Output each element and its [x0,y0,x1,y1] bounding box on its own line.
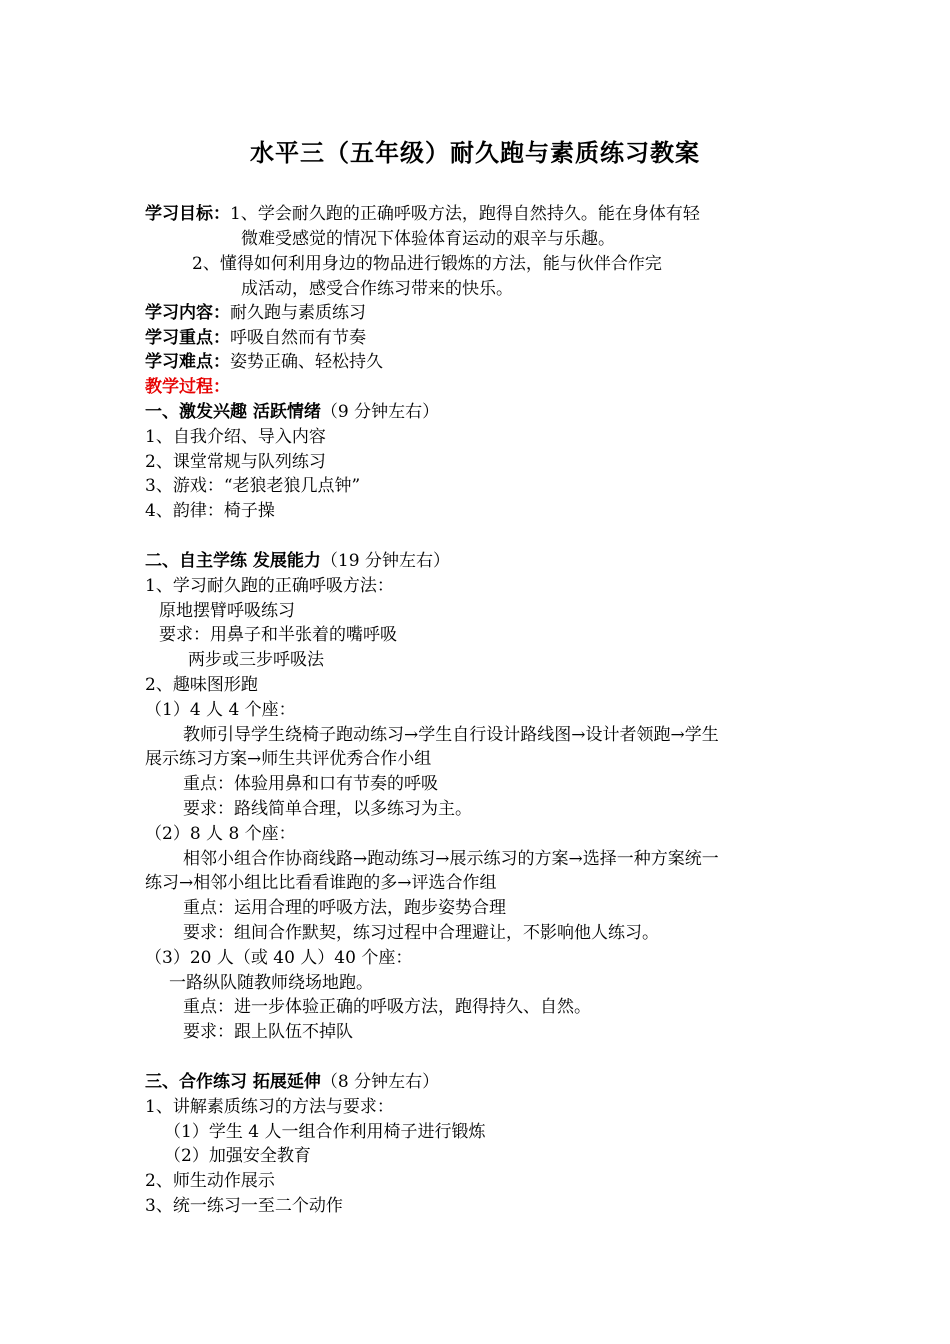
section2-heading-row [145,549,450,573]
key-point-value: 呼吸自然而有节奏 [230,328,366,348]
difficulty-value: 姿势正确、轻松持久 [230,352,383,372]
key-point-label: 学习重点： [145,328,230,348]
list-item: 一路纵队随教师绕场地跑。 [169,973,373,993]
list-item: 1、自我介绍、导入内容 [145,427,326,447]
list-item: 练习→相邻小组比比看看谁跑的多→评选合作组 [145,873,497,893]
list-item: （3）20 人（或 40 人）40 个座： [145,948,413,968]
list-item: 2、师生动作展示 [145,1171,275,1191]
difficulty-row [145,350,383,374]
section2-heading: 二、自主学练 发展能力 [145,551,321,571]
section1-heading-row [145,400,439,424]
key-point-row [145,326,366,350]
section3-time: （8 分钟左右） [320,1072,440,1092]
objective-2: 2、懂得如何利用身边的物品进行锻炼的方法，能与伙伴合作完 [192,254,662,274]
list-item: 重点：运用合理的呼吸方法，跑步姿势合理 [183,898,506,918]
list-item: 1、讲解素质练习的方法与要求： [145,1097,394,1117]
section3-heading-row [145,1070,439,1094]
process-label: 教学过程： [145,377,230,397]
list-item: （1）4 人 4 个座： [145,700,296,720]
objectives-label: 学习目标： [145,204,230,224]
objectives-row [145,202,700,226]
section2-time: （19 分钟左右） [320,551,450,571]
section3-heading: 三、合作练习 拓展延伸 [145,1072,321,1092]
objective-2-cont: 成活动，感受合作练习带来的快乐。 [241,279,513,299]
list-item: 重点：进一步体验正确的呼吸方法，跑得持久、自然。 [183,997,591,1017]
list-item: 4、韵律：椅子操 [145,501,275,521]
list-item: 相邻小组合作协商线路→跑动练习→展示练习的方案→选择一种方案统一 [183,849,719,869]
list-item: 2、趣味图形跑 [145,675,258,695]
list-item: （2）加强安全教育 [164,1146,311,1166]
difficulty-label: 学习难点： [145,352,230,372]
list-item: 1、学习耐久跑的正确呼吸方法： [145,576,394,596]
list-item: 要求：跟上队伍不掉队 [183,1022,353,1042]
page-title: 水平三（五年级）耐久跑与素质练习教案 [250,139,700,167]
objective-1: 1、学会耐久跑的正确呼吸方法，跑得自然持久。能在身体有轻 [230,204,700,224]
list-item: 重点：体验用鼻和口有节奏的呼吸 [183,774,438,794]
list-item: 要求：组间合作默契，练习过程中合理避让，不影响他人练习。 [183,923,659,943]
list-item: 2、课堂常规与队列练习 [145,452,326,472]
list-item: 教师引导学生绕椅子跑动练习→学生自行设计路线图→设计者领跑→学生 [183,725,719,745]
content-value: 耐久跑与素质练习 [230,303,366,323]
section1-time: （9 分钟左右） [320,402,440,422]
content-row [145,301,366,325]
list-item: （2）8 人 8 个座： [145,824,296,844]
list-item: 3、游戏：“老狼老狼几点钟” [145,476,361,496]
list-item: （1）学生 4 人一组合作利用椅子进行锻炼 [164,1122,486,1142]
list-item: 要求：路线简单合理，以多练习为主。 [183,799,472,819]
section1-heading: 一、激发兴趣 活跃情绪 [145,402,321,422]
list-item: 要求：用鼻子和半张着的嘴呼吸 [159,625,397,645]
list-item: 原地摆臂呼吸练习 [159,601,295,621]
list-item: 两步或三步呼吸法 [188,650,324,670]
list-item: 展示练习方案→师生共评优秀合作小组 [145,749,432,769]
content-label: 学习内容： [145,303,230,323]
list-item: 3、统一练习一至二个动作 [145,1196,343,1216]
objective-1-cont: 微难受感觉的情况下体验体育运动的艰辛与乐趣。 [241,229,615,249]
